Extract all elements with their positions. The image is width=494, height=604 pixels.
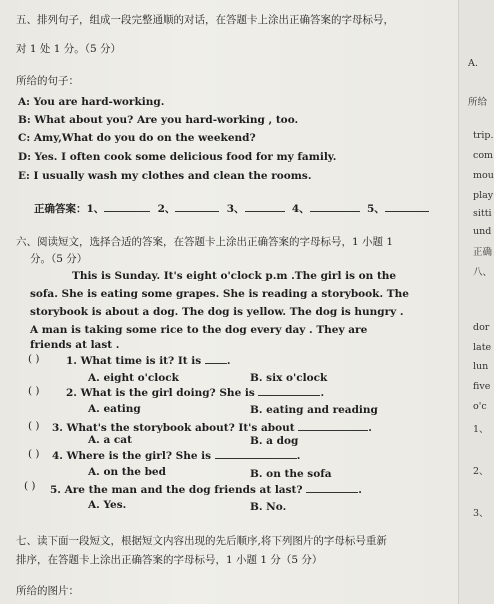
strip-text: mou (473, 170, 494, 181)
q4-paren[interactable]: ( ) (28, 448, 40, 460)
q2-option-b[interactable]: B. eating and reading (250, 404, 378, 416)
answer-blank-2[interactable] (175, 201, 219, 212)
passage-line-4: A man is taking some rice to the dog every day . They are (30, 324, 368, 336)
q2-question: 2. What is the girl doing? She is . (66, 387, 325, 399)
q3-option-a[interactable]: A. a cat (88, 434, 132, 446)
sentence-a: A: You are hard-working. (18, 96, 165, 108)
q5-blank[interactable] (306, 482, 358, 493)
q3-blank[interactable] (298, 420, 368, 431)
q1-paren[interactable]: ( ) (28, 353, 40, 365)
q1-option-b[interactable]: B. six o'clock (250, 372, 328, 384)
q3-question: 3. What's the storybook about? It's about . (52, 422, 372, 434)
strip-text: 所给 (468, 97, 488, 108)
q3-option-b[interactable]: B. a dog (250, 435, 299, 447)
sentence-e: E: I usually wash my clothes and clean the rooms. (18, 170, 312, 182)
strip-text: 3、 (473, 508, 489, 519)
q5-question: 5. Are the man and the dog friends at last? . (50, 484, 362, 496)
strip-text: 1、 (473, 424, 489, 435)
answer-row (34, 201, 429, 216)
strip-text: 正确 (473, 247, 493, 258)
passage-line-1: This is Sunday. It's eight o'clock p.m .The girl is on the (72, 270, 397, 282)
answer-num-3: 3、 (226, 203, 245, 215)
q2-text: 2. What is the girl doing? She is (66, 387, 255, 399)
q4-question: 4. Where is the girl? She is . (52, 450, 301, 462)
q5-option-b[interactable]: B. No. (250, 501, 287, 513)
q5-option-a[interactable]: A. Yes. (88, 499, 127, 511)
q5-paren[interactable]: ( ) (24, 480, 36, 492)
section6-title-line2: 分。（5 分） (30, 253, 88, 265)
answer-blank-1[interactable] (104, 201, 150, 212)
passage-line-2: sofa. She is eating some grapes. She is reading a storybook. The (30, 288, 409, 300)
q2-blank[interactable] (258, 385, 320, 396)
q3-text: 3. What's the storybook about? It's about (52, 422, 295, 434)
sentence-b: B: What about you? Are you hard-working , too. (18, 114, 299, 126)
answer-blank-3[interactable] (245, 201, 285, 212)
strip-text: trip. (473, 130, 494, 141)
section7-given-pictures: 所给的图片： (16, 585, 79, 597)
answer-label: 正确答案： (34, 203, 87, 215)
answer-num-2: 2、 (157, 203, 176, 215)
strip-text: play (473, 190, 494, 201)
section6-title-line1: 六、阅读短文，选择合适的答案，在答题卡上涂出正确答案的字母标号，1 小题 1 (16, 236, 394, 248)
q2-paren[interactable]: ( ) (28, 385, 40, 397)
adjacent-page-strip (458, 0, 494, 604)
q4-blank[interactable] (215, 448, 297, 459)
section7-title-line1: 七、读下面一段短文，根据短文内容出现的先后顺序,将下列图片的字母标号重新 (16, 535, 387, 547)
section7-title-line2: 排序，在答题卡上涂出正确答案的字母标号，1 小题 1 分（5 分） (16, 554, 323, 566)
strip-text: lun (473, 361, 489, 372)
answer-blank-4[interactable] (310, 201, 360, 212)
q1-option-a[interactable]: A. eight o'clock (88, 372, 179, 384)
strip-text: o'c (473, 401, 487, 412)
sentence-d: D: Yes. I often cook some delicious food for my family. (18, 151, 337, 163)
answer-num-5: 5、 (367, 203, 385, 215)
strip-text: five (473, 381, 491, 392)
q4-option-a[interactable]: A. on the bed (88, 466, 166, 478)
answer-num-4: 4、 (291, 203, 310, 215)
strip-text: 八、 (473, 267, 493, 278)
q2-option-a[interactable]: A. eating (88, 403, 141, 415)
q1-text: 1. What time is it? It is (66, 355, 202, 367)
q4-text: 4. Where is the girl? She is (52, 450, 212, 462)
strip-text: 2、 (473, 466, 489, 477)
answer-blank-5[interactable] (385, 201, 429, 212)
q3-paren[interactable]: ( ) (28, 420, 40, 432)
section5-given-label: 所给的句子： (16, 75, 79, 87)
section5-title-line1: 五、排列句子，组成一段完整通顺的对话，在答题卡上涂出正确答案的字母标号， (16, 14, 394, 26)
passage-line-5: friends at last . (30, 339, 120, 351)
q4-option-b[interactable]: B. on the sofa (250, 468, 332, 480)
section5-title-line2: 对 1 处 1 分。（5 分） (16, 43, 121, 55)
strip-text: dor (473, 322, 490, 333)
passage-line-3: storybook is about a dog. The dog is yellow. The dog is hungry . (30, 306, 404, 318)
q5-text: 5. Are the man and the dog friends at last? (50, 484, 303, 496)
strip-text: late (473, 342, 492, 353)
strip-text: com (473, 150, 494, 161)
q1-question: 1. What time is it? It is . (66, 355, 231, 367)
strip-text: und (473, 226, 492, 237)
q1-blank[interactable] (205, 353, 227, 364)
answer-num-1: 1、 (86, 203, 105, 215)
strip-text: A. (468, 58, 478, 69)
strip-text: sitti (473, 208, 492, 219)
sentence-c: C: Amy,What do you do on the weekend? (18, 132, 256, 144)
